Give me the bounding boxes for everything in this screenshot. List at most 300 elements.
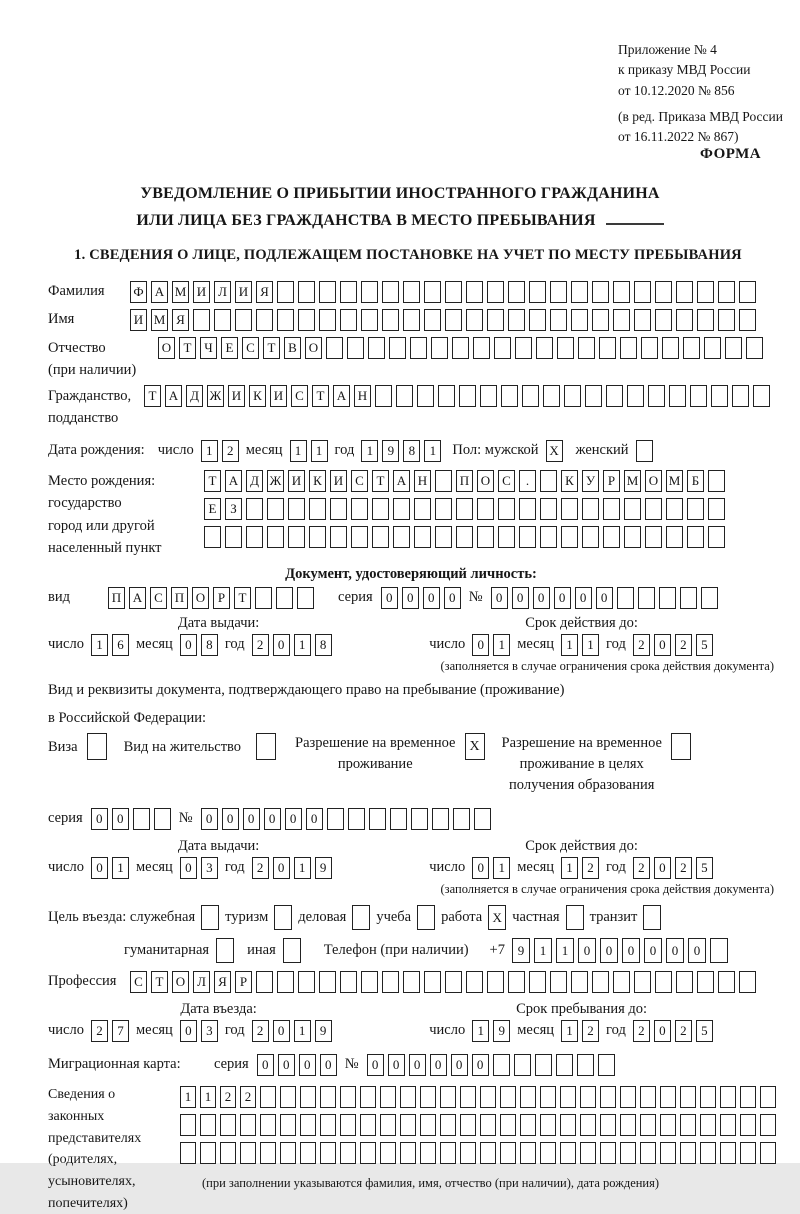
profession-field-cell[interactable] xyxy=(361,971,378,993)
doc-valid-day-field-cell[interactable]: 0 xyxy=(472,634,489,656)
profession-field-cell[interactable]: Р xyxy=(235,971,252,993)
doc-issue-day-field-cell[interactable]: 6 xyxy=(112,634,129,656)
citizenship-field-cell[interactable] xyxy=(417,385,434,407)
patronymic-field-cell[interactable]: О xyxy=(305,337,322,359)
citizenship-field-cell[interactable] xyxy=(543,385,560,407)
representatives-field-line3-cell[interactable] xyxy=(380,1142,396,1164)
doc-kind-field-cell[interactable]: С xyxy=(150,587,167,609)
birthplace-field-line3-cell[interactable] xyxy=(330,526,347,548)
surname-field-cell[interactable] xyxy=(571,281,588,303)
permit-number-field-cell[interactable]: 0 xyxy=(264,808,281,830)
purpose-work-checkbox-cell[interactable]: X xyxy=(488,905,506,930)
representatives-field-line3-cell[interactable] xyxy=(200,1142,216,1164)
citizenship-field-cell[interactable]: И xyxy=(228,385,245,407)
purpose-transit-checkbox[interactable] xyxy=(643,905,661,930)
profession-field-cell[interactable] xyxy=(256,971,273,993)
citizenship-field-cell[interactable]: К xyxy=(249,385,266,407)
citizenship-field-cell[interactable] xyxy=(690,385,707,407)
birthplace-field-line1-cell[interactable]: Ж xyxy=(267,470,284,492)
citizenship-field-cell[interactable] xyxy=(501,385,518,407)
birthplace-field-line2-cell[interactable] xyxy=(330,498,347,520)
permit-issue-day-field-cell[interactable]: 1 xyxy=(112,857,129,879)
given-name-field-cell[interactable] xyxy=(193,309,210,331)
birthplace-field-line2-cell[interactable] xyxy=(246,498,263,520)
patronymic-field-cell[interactable] xyxy=(725,337,742,359)
representatives-field-line2-cell[interactable] xyxy=(360,1114,376,1136)
given-name-field-cell[interactable] xyxy=(655,309,672,331)
birthplace-field-line1-cell[interactable]: И xyxy=(288,470,305,492)
given-name-field-cell[interactable] xyxy=(235,309,252,331)
given-name-field-cell[interactable] xyxy=(256,309,273,331)
representatives-field-line2-cell[interactable] xyxy=(300,1114,316,1136)
birthplace-field-line1-cell[interactable]: Б xyxy=(687,470,704,492)
citizenship-field-cell[interactable]: Н xyxy=(354,385,371,407)
permit-valid-year-field[interactable] xyxy=(633,857,713,879)
representatives-field-line1-cell[interactable] xyxy=(440,1086,456,1108)
visa-checkbox-cell[interactable] xyxy=(87,733,107,760)
sex-female-checkbox[interactable] xyxy=(636,440,653,462)
surname-field-cell[interactable] xyxy=(739,281,756,303)
birthplace-field-line2[interactable] xyxy=(204,498,725,520)
birthplace-field-line3-cell[interactable] xyxy=(687,526,704,548)
entry-year-field[interactable] xyxy=(252,1020,332,1042)
representatives-field-line1-cell[interactable]: 1 xyxy=(180,1086,196,1108)
profession-field-cell[interactable] xyxy=(676,971,693,993)
phone-field-cell[interactable]: 9 xyxy=(512,938,530,963)
birthplace-field-line1-cell[interactable]: Р xyxy=(603,470,620,492)
stay-year-field-cell[interactable]: 0 xyxy=(654,1020,671,1042)
doc-number-field-cell[interactable]: 0 xyxy=(575,587,592,609)
doc-number-field-cell[interactable]: 0 xyxy=(554,587,571,609)
doc-number-field-cell[interactable] xyxy=(659,587,676,609)
doc-issue-year-field-cell[interactable]: 1 xyxy=(294,634,311,656)
doc-kind-field-cell[interactable]: Т xyxy=(234,587,251,609)
patronymic-field-cell[interactable] xyxy=(620,337,637,359)
representatives-field-line1-cell[interactable] xyxy=(600,1086,616,1108)
citizenship-field-cell[interactable]: Ж xyxy=(207,385,224,407)
permit-series-field[interactable] xyxy=(91,808,171,830)
birthplace-field-line1-cell[interactable]: И xyxy=(330,470,347,492)
birthplace-field-line1-cell[interactable]: К xyxy=(561,470,578,492)
citizenship-field-cell[interactable] xyxy=(459,385,476,407)
mig-number-field-cell[interactable] xyxy=(493,1054,510,1076)
citizenship-field-cell[interactable] xyxy=(627,385,644,407)
profession-field-cell[interactable] xyxy=(718,971,735,993)
doc-valid-year-field[interactable] xyxy=(633,634,713,656)
patronymic-field-cell[interactable] xyxy=(347,337,364,359)
representatives-field-line2-cell[interactable] xyxy=(600,1114,616,1136)
representatives-field-line2-cell[interactable] xyxy=(680,1114,696,1136)
purpose-other-checkbox[interactable] xyxy=(283,938,301,963)
representatives-field-line2-cell[interactable] xyxy=(220,1114,236,1136)
doc-kind-field-cell[interactable]: П xyxy=(108,587,125,609)
representatives-field-line3[interactable] xyxy=(180,1142,776,1164)
surname-field-cell[interactable] xyxy=(361,281,378,303)
mig-series-field-cell[interactable]: 0 xyxy=(320,1054,337,1076)
citizenship-field-cell[interactable]: А xyxy=(333,385,350,407)
purpose-official-checkbox-cell[interactable] xyxy=(201,905,219,930)
residence-permit-checkbox-cell[interactable] xyxy=(256,733,276,760)
surname-field-cell[interactable] xyxy=(466,281,483,303)
representatives-field-line2-cell[interactable] xyxy=(620,1114,636,1136)
doc-issue-day-field-cell[interactable]: 1 xyxy=(91,634,108,656)
patronymic-field-cell[interactable] xyxy=(578,337,595,359)
profession-field-cell[interactable]: Л xyxy=(193,971,210,993)
citizenship-field-cell[interactable] xyxy=(585,385,602,407)
representatives-field-line2[interactable] xyxy=(180,1114,776,1136)
representatives-field-line1-cell[interactable] xyxy=(540,1086,556,1108)
representatives-field-line2-cell[interactable] xyxy=(460,1114,476,1136)
profession-field-cell[interactable]: С xyxy=(130,971,147,993)
permit-series-field-cell[interactable]: 0 xyxy=(112,808,129,830)
mig-number-field-cell[interactable]: 0 xyxy=(472,1054,489,1076)
representatives-field-line2-cell[interactable] xyxy=(180,1114,196,1136)
birthplace-field-line2-cell[interactable] xyxy=(519,498,536,520)
representatives-field-line2-cell[interactable] xyxy=(380,1114,396,1136)
birthplace-field-line2-cell[interactable] xyxy=(414,498,431,520)
representatives-field-line1-cell[interactable] xyxy=(760,1086,776,1108)
citizenship-field-cell[interactable] xyxy=(711,385,728,407)
citizenship-field-cell[interactable] xyxy=(522,385,539,407)
birthplace-field-line3-cell[interactable] xyxy=(645,526,662,548)
birthplace-field-line2-cell[interactable]: Е xyxy=(204,498,221,520)
birthplace-field-line3-cell[interactable] xyxy=(582,526,599,548)
representatives-field-line2-cell[interactable] xyxy=(760,1114,776,1136)
doc-number-field-cell[interactable]: 0 xyxy=(533,587,550,609)
birthplace-field-line2-cell[interactable] xyxy=(435,498,452,520)
entry-month-field[interactable] xyxy=(180,1020,218,1042)
representatives-field-line2-cell[interactable] xyxy=(700,1114,716,1136)
purpose-private-checkbox-cell[interactable] xyxy=(566,905,584,930)
doc-valid-year-field-cell[interactable]: 5 xyxy=(696,634,713,656)
birthplace-field-line1-cell[interactable]: М xyxy=(666,470,683,492)
doc-valid-year-field-cell[interactable]: 2 xyxy=(675,634,692,656)
birth-year-field-cell[interactable]: 1 xyxy=(424,440,441,462)
patronymic-field-cell[interactable] xyxy=(368,337,385,359)
phone-field-cell[interactable]: 0 xyxy=(666,938,684,963)
patronymic-field-cell[interactable] xyxy=(452,337,469,359)
profession-field-cell[interactable] xyxy=(529,971,546,993)
phone-field-cell[interactable]: 0 xyxy=(622,938,640,963)
birthplace-field-line1-cell[interactable]: Н xyxy=(414,470,431,492)
birthplace-field-line1-cell[interactable]: К xyxy=(309,470,326,492)
doc-number-field-cell[interactable]: 0 xyxy=(596,587,613,609)
representatives-field-line1[interactable] xyxy=(180,1086,776,1108)
patronymic-field-cell[interactable]: Т xyxy=(179,337,196,359)
entry-year-field-cell[interactable]: 0 xyxy=(273,1020,290,1042)
patronymic-field-cell[interactable] xyxy=(431,337,448,359)
birthplace-field-line2-cell[interactable] xyxy=(393,498,410,520)
representatives-field-line1-cell[interactable] xyxy=(480,1086,496,1108)
doc-issue-month-field-cell[interactable]: 8 xyxy=(201,634,218,656)
given-name-field-cell[interactable] xyxy=(739,309,756,331)
representatives-field-line1-cell[interactable] xyxy=(700,1086,716,1108)
patronymic-field-cell[interactable] xyxy=(389,337,406,359)
mig-number-field-cell[interactable] xyxy=(598,1054,615,1076)
birthplace-field-line1-cell[interactable]: О xyxy=(645,470,662,492)
profession-field-cell[interactable]: О xyxy=(172,971,189,993)
birth-day-field-cell[interactable]: 2 xyxy=(222,440,239,462)
permit-issue-year-field-cell[interactable]: 0 xyxy=(273,857,290,879)
permit-number-field-cell[interactable]: 0 xyxy=(201,808,218,830)
stay-year-field-cell[interactable]: 2 xyxy=(675,1020,692,1042)
surname-field-cell[interactable] xyxy=(298,281,315,303)
birthplace-field-line3-cell[interactable] xyxy=(519,526,536,548)
birthplace-field-line1-cell[interactable]: А xyxy=(225,470,242,492)
surname-field-cell[interactable] xyxy=(613,281,630,303)
phone-field-cell[interactable]: 0 xyxy=(600,938,618,963)
birthplace-field-line1-cell[interactable]: Д xyxy=(246,470,263,492)
representatives-field-line2-cell[interactable] xyxy=(580,1114,596,1136)
birthplace-field-line1-cell[interactable]: О xyxy=(477,470,494,492)
mig-series-field-cell[interactable]: 0 xyxy=(299,1054,316,1076)
representatives-field-line3-cell[interactable] xyxy=(360,1142,376,1164)
surname-field-cell[interactable]: А xyxy=(151,281,168,303)
representatives-field-line1-cell[interactable] xyxy=(620,1086,636,1108)
patronymic-field-cell[interactable] xyxy=(473,337,490,359)
given-name-field-cell[interactable] xyxy=(550,309,567,331)
birthplace-field-line3-cell[interactable] xyxy=(624,526,641,548)
birthplace-field-line2-cell[interactable] xyxy=(267,498,284,520)
mig-number-field-cell[interactable] xyxy=(514,1054,531,1076)
stay-day-field[interactable] xyxy=(472,1020,510,1042)
citizenship-field-cell[interactable]: Т xyxy=(312,385,329,407)
permit-number-field-cell[interactable] xyxy=(348,808,365,830)
doc-kind-field-cell[interactable]: О xyxy=(192,587,209,609)
patronymic-field-cell[interactable] xyxy=(599,337,616,359)
birthplace-field-line3-cell[interactable] xyxy=(372,526,389,548)
birthplace-field-line3-cell[interactable] xyxy=(666,526,683,548)
surname-field-cell[interactable] xyxy=(277,281,294,303)
representatives-field-line2-cell[interactable] xyxy=(500,1114,516,1136)
phone-field-cell[interactable] xyxy=(710,938,728,963)
citizenship-field-cell[interactable] xyxy=(753,385,770,407)
patronymic-field-cell[interactable] xyxy=(746,337,763,359)
citizenship-field-cell[interactable] xyxy=(375,385,392,407)
doc-kind-field-cell[interactable]: Р xyxy=(213,587,230,609)
citizenship-field-cell[interactable] xyxy=(669,385,686,407)
birthplace-field-line1-cell[interactable]: С xyxy=(351,470,368,492)
birthplace-field-line2-cell[interactable]: З xyxy=(225,498,242,520)
permit-series-field-cell[interactable] xyxy=(154,808,171,830)
patronymic-field-cell[interactable] xyxy=(641,337,658,359)
birthplace-field-line1-cell[interactable]: У xyxy=(582,470,599,492)
representatives-field-line2-cell[interactable] xyxy=(540,1114,556,1136)
surname-field-cell[interactable]: И xyxy=(193,281,210,303)
birthplace-field-line2-cell[interactable] xyxy=(540,498,557,520)
surname-field-cell[interactable]: Я xyxy=(256,281,273,303)
birthplace-field-line1-cell[interactable]: П xyxy=(456,470,473,492)
representatives-field-line1-cell[interactable] xyxy=(280,1086,296,1108)
entry-month-field-cell[interactable]: 0 xyxy=(180,1020,197,1042)
surname-field-cell[interactable] xyxy=(445,281,462,303)
birthplace-field-line1-cell[interactable] xyxy=(540,470,557,492)
doc-valid-day-field-cell[interactable]: 1 xyxy=(493,634,510,656)
representatives-field-line2-cell[interactable] xyxy=(200,1114,216,1136)
representatives-field-line1-cell[interactable] xyxy=(640,1086,656,1108)
birthplace-field-line3-cell[interactable] xyxy=(225,526,242,548)
stay-year-field-cell[interactable]: 5 xyxy=(696,1020,713,1042)
purpose-humanitarian-checkbox-cell[interactable] xyxy=(216,938,234,963)
doc-number-field-cell[interactable] xyxy=(680,587,697,609)
representatives-field-line2-cell[interactable] xyxy=(440,1114,456,1136)
mig-series-field-cell[interactable]: 0 xyxy=(257,1054,274,1076)
birth-month-field-cell[interactable]: 1 xyxy=(290,440,307,462)
birthplace-field-line1[interactable] xyxy=(204,470,725,492)
given-name-field-cell[interactable] xyxy=(592,309,609,331)
representatives-field-line3-cell[interactable] xyxy=(320,1142,336,1164)
birthplace-field-line1-cell[interactable]: . xyxy=(519,470,536,492)
permit-valid-day-field-cell[interactable]: 1 xyxy=(493,857,510,879)
representatives-field-line2-cell[interactable] xyxy=(320,1114,336,1136)
citizenship-field-cell[interactable] xyxy=(438,385,455,407)
doc-valid-year-field-cell[interactable]: 2 xyxy=(633,634,650,656)
profession-field-cell[interactable] xyxy=(571,971,588,993)
surname-field-cell[interactable] xyxy=(529,281,546,303)
doc-kind-field-cell[interactable]: П xyxy=(171,587,188,609)
entry-day-field[interactable] xyxy=(91,1020,129,1042)
birthplace-field-line3-cell[interactable] xyxy=(267,526,284,548)
birthplace-field-line3-cell[interactable] xyxy=(498,526,515,548)
permit-valid-month-field-cell[interactable]: 1 xyxy=(561,857,578,879)
representatives-field-line3-cell[interactable] xyxy=(300,1142,316,1164)
mig-number-field[interactable] xyxy=(367,1054,615,1076)
permit-issue-year-field-cell[interactable]: 2 xyxy=(252,857,269,879)
birthplace-field-line3-cell[interactable] xyxy=(435,526,452,548)
representatives-field-line3-cell[interactable] xyxy=(420,1142,436,1164)
representatives-field-line1-cell[interactable] xyxy=(500,1086,516,1108)
sex-female-checkbox-cell[interactable] xyxy=(636,440,653,462)
representatives-field-line1-cell[interactable] xyxy=(720,1086,736,1108)
birthplace-field-line2-cell[interactable] xyxy=(498,498,515,520)
birthplace-field-line2-cell[interactable] xyxy=(372,498,389,520)
given-name-field-cell[interactable]: И xyxy=(130,309,147,331)
patronymic-field-cell[interactable]: Е xyxy=(221,337,238,359)
given-name-field-cell[interactable] xyxy=(634,309,651,331)
representatives-field-line1-cell[interactable] xyxy=(300,1086,316,1108)
patronymic-field-cell[interactable]: С xyxy=(242,337,259,359)
patronymic-field-cell[interactable] xyxy=(494,337,511,359)
surname-field-cell[interactable] xyxy=(634,281,651,303)
doc-number-field-cell[interactable]: 0 xyxy=(491,587,508,609)
birthplace-field-line1-cell[interactable]: Т xyxy=(372,470,389,492)
doc-issue-day-field[interactable] xyxy=(91,634,129,656)
representatives-field-line3-cell[interactable] xyxy=(620,1142,636,1164)
residence-permit-checkbox[interactable] xyxy=(256,733,276,760)
representatives-field-line3-cell[interactable] xyxy=(580,1142,596,1164)
representatives-field-line2-cell[interactable] xyxy=(280,1114,296,1136)
doc-valid-month-field-cell[interactable]: 1 xyxy=(582,634,599,656)
temp-permit-edu-checkbox-cell[interactable] xyxy=(671,733,691,760)
given-name-field-cell[interactable] xyxy=(718,309,735,331)
birthplace-field-line3-cell[interactable] xyxy=(393,526,410,548)
mig-number-field-cell[interactable]: 0 xyxy=(409,1054,426,1076)
temp-permit-checkbox-cell[interactable]: X xyxy=(465,733,485,760)
profession-field-cell[interactable] xyxy=(550,971,567,993)
representatives-field-line1-cell[interactable] xyxy=(340,1086,356,1108)
birthplace-field-line3-cell[interactable] xyxy=(561,526,578,548)
phone-field-cell[interactable]: 0 xyxy=(688,938,706,963)
given-name-field-cell[interactable] xyxy=(613,309,630,331)
given-name-field-cell[interactable] xyxy=(340,309,357,331)
surname-field-cell[interactable]: Л xyxy=(214,281,231,303)
birthplace-field-line2-cell[interactable] xyxy=(582,498,599,520)
doc-kind-field-cell[interactable] xyxy=(255,587,272,609)
birthplace-field-line3-cell[interactable] xyxy=(288,526,305,548)
entry-year-field-cell[interactable]: 1 xyxy=(294,1020,311,1042)
permit-number-field-cell[interactable] xyxy=(474,808,491,830)
doc-series-field-cell[interactable]: 0 xyxy=(423,587,440,609)
birthplace-field-line3-cell[interactable] xyxy=(477,526,494,548)
mig-number-field-cell[interactable]: 0 xyxy=(451,1054,468,1076)
temp-permit-checkbox[interactable] xyxy=(465,733,485,760)
permit-number-field-cell[interactable] xyxy=(390,808,407,830)
representatives-field-line2-cell[interactable] xyxy=(480,1114,496,1136)
representatives-field-line3-cell[interactable] xyxy=(220,1142,236,1164)
surname-field-cell[interactable] xyxy=(718,281,735,303)
permit-number-field-cell[interactable]: 0 xyxy=(222,808,239,830)
entry-year-field-cell[interactable]: 9 xyxy=(315,1020,332,1042)
representatives-field-line3-cell[interactable] xyxy=(340,1142,356,1164)
given-name-field-cell[interactable] xyxy=(571,309,588,331)
birthplace-field-line2-cell[interactable] xyxy=(351,498,368,520)
purpose-private-checkbox[interactable] xyxy=(566,905,584,930)
surname-field-cell[interactable]: Ф xyxy=(130,281,147,303)
surname-field-cell[interactable] xyxy=(676,281,693,303)
representatives-field-line1-cell[interactable] xyxy=(680,1086,696,1108)
representatives-field-line1-cell[interactable] xyxy=(360,1086,376,1108)
birthplace-field-line1-cell[interactable]: А xyxy=(393,470,410,492)
patronymic-field-cell[interactable] xyxy=(326,337,343,359)
doc-number-field-cell[interactable] xyxy=(617,587,634,609)
citizenship-field-cell[interactable] xyxy=(480,385,497,407)
purpose-tourism-checkbox-cell[interactable] xyxy=(274,905,292,930)
citizenship-field-cell[interactable] xyxy=(732,385,749,407)
birthplace-field-line2-cell[interactable] xyxy=(645,498,662,520)
patronymic-field[interactable] xyxy=(158,337,763,359)
purpose-other-checkbox-cell[interactable] xyxy=(283,938,301,963)
profession-field-cell[interactable] xyxy=(445,971,462,993)
birthplace-field-line3[interactable] xyxy=(204,526,725,548)
given-name-field-cell[interactable] xyxy=(403,309,420,331)
profession-field-cell[interactable] xyxy=(340,971,357,993)
profession-field-cell[interactable] xyxy=(466,971,483,993)
representatives-field-line1-cell[interactable] xyxy=(660,1086,676,1108)
purpose-study-checkbox-cell[interactable] xyxy=(417,905,435,930)
representatives-field-line3-cell[interactable] xyxy=(680,1142,696,1164)
profession-field-cell[interactable] xyxy=(508,971,525,993)
birthplace-field-line3-cell[interactable] xyxy=(540,526,557,548)
birthplace-field-line2-cell[interactable] xyxy=(288,498,305,520)
phone-field-cell[interactable]: 0 xyxy=(644,938,662,963)
citizenship-field-cell[interactable]: А xyxy=(165,385,182,407)
doc-series-field-cell[interactable]: 0 xyxy=(381,587,398,609)
representatives-field-line3-cell[interactable] xyxy=(480,1142,496,1164)
representatives-field-line1-cell[interactable]: 2 xyxy=(240,1086,256,1108)
surname-field-cell[interactable]: М xyxy=(172,281,189,303)
representatives-field-line1-cell[interactable] xyxy=(580,1086,596,1108)
representatives-field-line3-cell[interactable] xyxy=(600,1142,616,1164)
representatives-field-line2-cell[interactable] xyxy=(660,1114,676,1136)
representatives-field-line1-cell[interactable]: 2 xyxy=(220,1086,236,1108)
representatives-field-line3-cell[interactable] xyxy=(260,1142,276,1164)
given-name-field-cell[interactable] xyxy=(298,309,315,331)
representatives-field-line3-cell[interactable] xyxy=(660,1142,676,1164)
birthplace-field-line1-cell[interactable]: С xyxy=(498,470,515,492)
birth-year-field-cell[interactable]: 9 xyxy=(382,440,399,462)
patronymic-field-cell[interactable]: Т xyxy=(263,337,280,359)
representatives-field-line1-cell[interactable] xyxy=(560,1086,576,1108)
